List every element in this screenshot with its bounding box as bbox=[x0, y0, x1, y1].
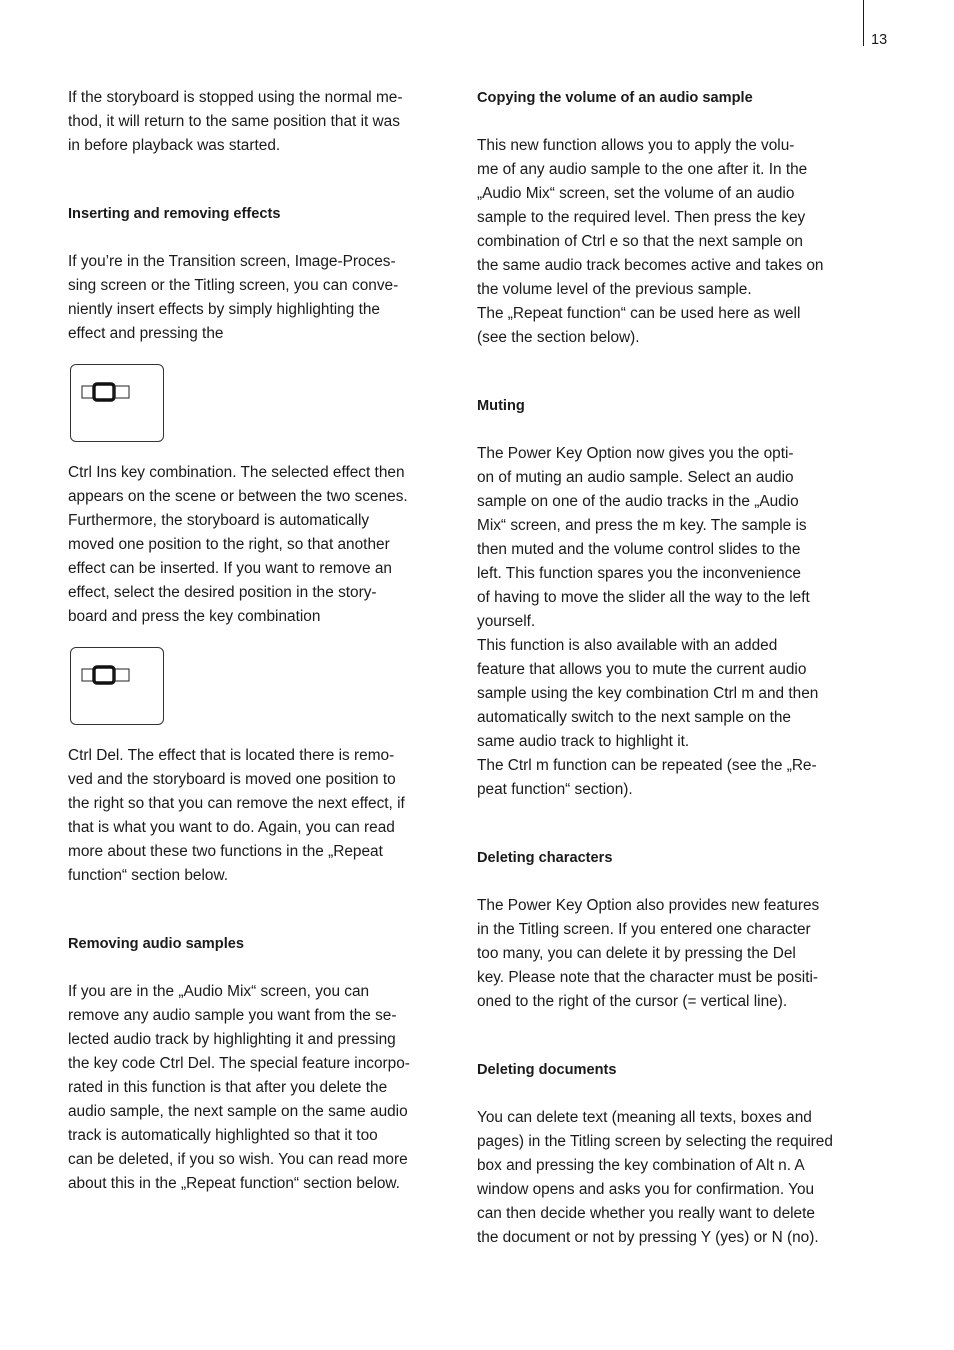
header-rule bbox=[863, 0, 864, 46]
insert-key-icon bbox=[81, 382, 131, 402]
heading-inserting-removing-effects: Inserting and removing effects bbox=[68, 206, 281, 222]
key-illustration-insert bbox=[70, 364, 164, 442]
muting-paragraph: The Power Key Option now gives you the opti- on of muting an audio sample. Select an audio sample on one of the audio tracks in the „Audio Mix“ screen, and press the m key. The sample is then muted and the volume control slides to the left. This function spares you the inconvenience of having to move the slider all the way to the left yourself. This function is also available with an added feature that allows you to mute the current audio sample using the key combination Ctrl m and then automatically switch to the next sample on the same audio track to highlight it. The Ctrl m function can be repeated (see the „Re- peat function“ section). bbox=[477, 445, 819, 798]
effects-paragraph-3: Ctrl Del. The effect that is located there is remo- ved and the storyboard is moved one position to the right so that you can remove the next effect, if that is what you want to do. Again, you can read more about these two functions in the „Repeat function“ section below. bbox=[68, 747, 405, 884]
heading-deleting-characters: Deleting characters bbox=[477, 850, 613, 866]
heading-removing-audio-samples: Removing audio samples bbox=[68, 936, 244, 952]
left-column bbox=[68, 86, 460, 1196]
volume-paragraph: This new function allows you to apply the volu- me of any audio sample to the one after it. In the „Audio Mix“ screen, set the volume of an audio sample to the required level. Then press the key combination of Ctrl e so that the next sample on the same audio track becomes active and takes on the volume level of the previous sample. The „Repeat function“ can be used here as well (see the section below). bbox=[477, 137, 824, 346]
audio-samples-paragraph: If you are in the „Audio Mix“ screen, you can remove any audio sample you want from the se- lected audio track by highlighting it and pressing the key code Ctrl Del. The special feature incorpo- rated in this function is that after you delete the audio sample, the next sample on the same audio track is automatically highlighted so that it too can be deleted, if you so wish. You can read more about this in the „Repeat function“ section below. bbox=[68, 983, 410, 1192]
page-number: 13 bbox=[871, 32, 888, 48]
key-illustration-delete bbox=[70, 647, 164, 725]
characters-paragraph: The Power Key Option also provides new features in the Titling screen. If you entered one character too many, you can delete it by pressing the Del key. Please note that the character must be positi- oned to the right of the cursor (= vertical line). bbox=[477, 897, 820, 1010]
delete-key-icon bbox=[81, 665, 131, 685]
storyboard-paragraph: If the storyboard is stopped using the normal me- thod, it will return to the same position that it was in before playback was started. bbox=[68, 89, 403, 154]
effects-paragraph-2: Ctrl Ins key combination. The selected effect then appears on the scene or between the two scenes. Furthermore, the storyboard is automatically moved one position to the right, so that another effect can be inserted. If you want to remove an effect, select the desired position in the story- board and press the key combination bbox=[68, 464, 408, 625]
heading-copying-volume: Copying the volume of an audio sample bbox=[477, 90, 753, 106]
right-column bbox=[477, 86, 872, 1250]
heading-muting: Muting bbox=[477, 398, 525, 414]
heading-deleting-documents: Deleting documents bbox=[477, 1062, 617, 1078]
documents-paragraph: You can delete text (meaning all texts, boxes and pages) in the Titling screen by selecting the required box and pressing the key combination of Alt n. A window opens and asks you for confirmation. You can then decide whether you really want to delete the document or not by pressing Y (yes) or N (no). bbox=[477, 1109, 833, 1246]
effects-paragraph-1: If you’re in the Transition screen, Image-Proces- sing screen or the Titling screen, you can conve- niently insert effects by simply highlighting the effect and pressing the bbox=[68, 253, 399, 342]
